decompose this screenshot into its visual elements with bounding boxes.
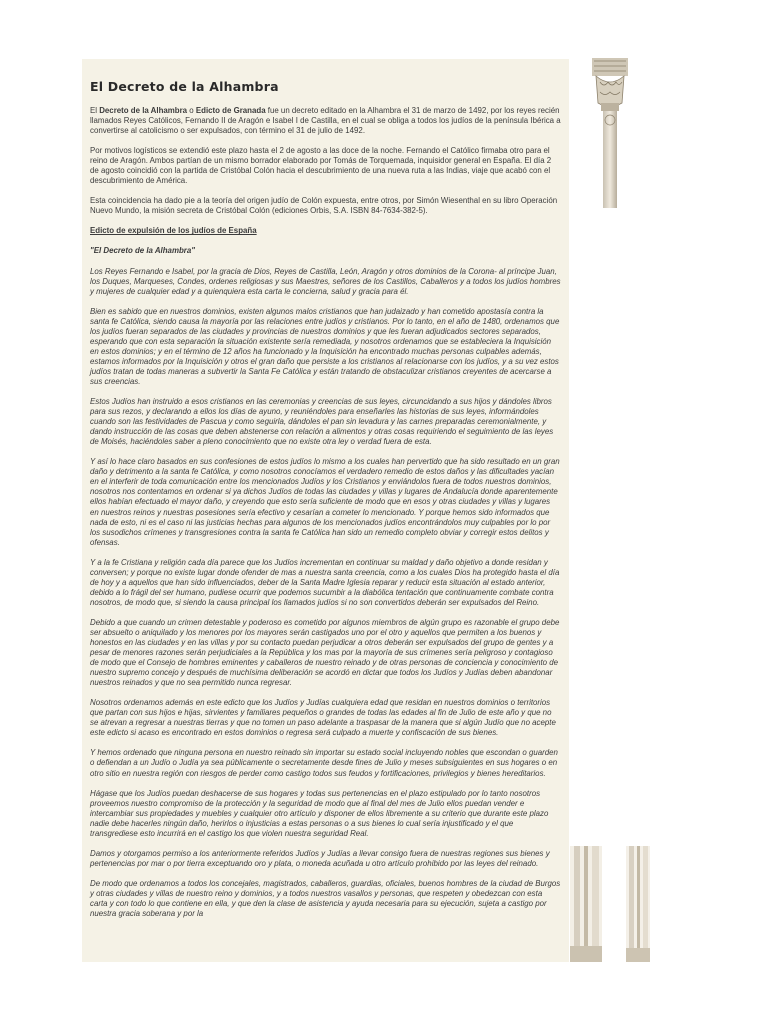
intro-text: El	[90, 106, 100, 115]
edict-title: "El Decreto de la Alhambra"	[90, 246, 195, 256]
column-capital-image	[592, 58, 628, 208]
column-left-image	[570, 846, 602, 962]
edict-paragraph: Bien es sabido que en nuestros dominios, existen algunos malos cristianos que han judaizado y han cometido apostasía contra la santa fe Católica, siendo causa la mayoría por las relaciones entre judíos y cristianos. Por lo tanto, en el año de 1480, ordenamos que los judíos fueran separados de las ciudades y provincias de nuestros dominios y que les fueran adjudicados sectores separados, esperando que con esta separación la situación existente sería remediada, y nosotros ordenamos que se estableciera la Inquisición en estos dominios; y en el término de 12 años ha funcionado y la Inquisición ha encontrado muchas personas culpables además, estamos informados por la Inquisición y otros el gran daño que persiste a los cristianos al relacionarse con los judíos, y a su vez estos judíos tratan de todas maneras a subvertir la Santa Fe Católica y están tratando de obstaculizar cristianos creyentes de acercarse a sus creencias.	[90, 306, 560, 386]
intro-text: fue un decreto editado en la Alhambra el 31 de marzo de 1492, por los reyes recién llamados Reyes Católicos, Fernando II de Aragón e Isabel I de Castilla, en el cual se obliga a todos los judíos de la península Ibérica a convertirse al catolicismo o ser expulsados, con término el 31 de julio de 1492.	[90, 106, 561, 136]
edict-paragraph: Estos Judíos han instruido a esos cristianos en las ceremonias y creencias de sus leyes, circuncidando a sus hijos y dándoles libros para sus rezos, y declarando a ellos los días de ayuno, y reuniéndoles para enseñarles las historias de sus leyes, informándoles cuando son las festividades de Pascua y como seguirla, dándoles el pan sin levadura y las carnes preparadas ceremonialmente, y dando instrucción de las cosas que deben abstenerse con relación a alimentos y otras cosas requiriendo el seguimiento de las leyes de Moisés, haciéndoles saber a pleno conocimiento que no existe otra ley o verdad fuera de esta.	[90, 397, 554, 447]
page-title: El Decreto de la Alhambra	[90, 79, 279, 94]
edict-paragraph: De modo que ordenamos a todos los concejales, magistrados, caballeros, guardias, oficiales, buenos hombres de la ciudad de Burgos y otras ciudades y villas de nuestro reino y dominios, y a todos nuestros vasallos y personas, que respeten y obedezcan con esta carta y con todo lo que contiene en ella, y que den la clase de asistencia y ayuda necesaria para su ejecución, sujeta a castigo por nuestra gracia soberana y por la	[90, 878, 561, 919]
edict-paragraph: Nosotros ordenamos además en este edicto que los Judíos y Judías cualquiera edad que residan en nuestros dominios o territorios que partan con sus hijos e hijas, sirvientes y familiares pequeños o grandes de todas las edades al fin de Julio de este año y que no se atrevan a regresar a nuestras tierras y que no tomen un paso adelante a traspasar de la manera que si algún Judío que no acepte este edicto si acaso es encontrado en estos dominios o regresa será culpado a muerte y confiscación de sus bienes.	[90, 698, 556, 738]
edict-paragraph: Y a la fe Cristiana y religión cada día parece que los Judíos incrementan en continuar su maldad y daño objetivo a donde residan y conversen; y porque no existe lugar donde ofender de mas a nuestra santa creencia, como a los cuales Dios ha protegido hasta el día de hoy y a aquellos que han sido influenciados, deber de la Santa Madre Iglesia reparar y reducir esta situación al estado anterior, debido a lo frágil del ser humano, pudiese ocurrir que podemos sucumbir a la diabólica tentación que continuamente combate contra nosotros, de modo que, si siendo la causa principal los llamados judíos si no son convertidos deberán ser expulsados del Reino.	[90, 557, 560, 607]
edict-paragraph: Y así lo hace claro basados en sus confesiones de estos judíos lo mismo a los cuales han pervertido que ha sido resultado en un gran daño y detrimento a la santa fe Católica, y como nosotros conocíamos el verdadero remedio de estos daños y las dificultades yacían en el interferir de toda comunicación entre los mencionados Judíos y los Cristianos y enviándolos fuera de todos nuestros dominios, nosotros nos contentamos en ordenar si ya dichos Judíos de todas las ciudades y villas y lugares de Andalucía donde aparentemente ellos habían efectuado el mayor daño, y creyendo que esto sería suficiente de modo que en esos y otras ciudades y villas y lugares en nuestros reinos y nuestras posesiones sería efectivo y cesarían a cometer lo mencionado. Y porque hemos sido informados que nada de esto, ni es el caso ni las justicias hechas para algunos de los mencionados judíos encontrándolos muy culpables por lo por los susodichos crímenes y transgresiones contra la santa fe Católica han sido un remedio completo obviar y corregir estos delitos y ofensas.	[90, 457, 560, 547]
paragraph: Por motivos logísticos se extendió este plazo hasta el 2 de agosto a las doce de la noche. Fernando el Católico firmaba otro para el reino de Aragón. Ambos partían de un mismo borrador elaborado por Tomás de Torquemada, inquisidor general en España. El día 2 de agosto coincidió con la partida de Cristóbal Colón hacia el descubrimiento de una nueva ruta a las Indias, viaje que acabó con el descubrimiento de América.	[90, 146, 552, 186]
document-page	[82, 59, 569, 962]
edict-paragraph: Hágase que los Judíos puedan deshacerse de sus hogares y todas sus pertenencias en el plazo estipulado por lo tanto nosotros proveemos nuestro compromiso de la protección y la seguridad de modo que al final del mes de Julio ellos puedan vender e intercambiar sus propiedades y muebles y cualquier otro artículo y disponer de ellos libremente a su criterio que durante este plazo nadie debe hacerles ningún daño, herirlos o injusticias a estas personas o a sus bienes lo cual sería injustificado y el que transgrediese esto incurrirá en el castigo los que violen nuestra seguridad Real.	[90, 788, 549, 838]
intro-text: o	[187, 106, 196, 115]
edict-paragraph: Y hemos ordenado que ninguna persona en nuestro reinado sin importar su estado social incluyendo nobles que escondan o guarden o defiendan a un Judío o Judía ya sea públicamente o secretamente desde fines de Julio y meses subsiguientes en sus hogares o en otro sitio en nuestra región con riesgos de perder como castigo todos sus feudos y fortificaciones, privilegios y bienes hereditarios.	[90, 748, 558, 778]
paragraph: Esta coincidencia ha dado pie a la teoría del origen judío de Colón expuesta, entre otros, por Simón Wiesenthal en su libro Operación Nuevo Mundo, la misión secreta de Cristóbal Colón (ediciones Orbis, S.A. ISBN 84-7634-382-5).	[90, 196, 558, 216]
intro-bold-term: Decreto de la Alhambra	[99, 106, 188, 115]
intro-bold-term: Edicto de Granada	[195, 106, 266, 115]
edict-paragraph: Debido a que cuando un crimen detestable y poderoso es cometido por algunos miembros de algún grupo es razonable el grupo debe ser absuelto o aniquilado y los menores por los mayores serán castigados uno por el otro y aquellos que permiten a los buenos y honestos en las ciudades y en las villas y por su contacto puedan perjudicar a otros deberán ser expulsados del grupo de gentes y a pesar de menores razones serán perjudiciales a la República y los mas por la mayoría de sus crímenes sería peligroso y contagioso de modo que el Consejo de hombres eminentes y caballeros de nuestro reinado y de otras personas de conciencia y conocimiento de nuestro supremo concejo y después de muchísima deliberación se acordó en dictar que todos los Judíos y Judías deben abandonar nuestros reinados y que no sea permitido nunca regresar.	[90, 617, 560, 688]
edict-paragraph: Damos y otorgamos permiso a los anteriormente referidos Judíos y Judías a llevar consigo fuera de nuestras regiones sus bienes y pertenencias por mar o por tierra exceptuando oro y plata, o moneda acuñada u otro artículo prohibido por las leyes del reinado.	[90, 848, 550, 868]
section-heading	[90, 226, 561, 236]
edict-paragraph: Los Reyes Fernando e Isabel, por la gracia de Dios, Reyes de Castilla, León, Aragón y otros dominios de la Corona- al príncipe Juan, los Duques, Marqueses, Condes, ordenes religiosas y sus Maestres, señores de los Castillos, Caballeros y a todos los judíos hombres y mujeres de cualquier edad y a quienquiera esta carta le concierna, salud y gracia para él.	[90, 266, 561, 296]
column-right-image	[626, 846, 650, 962]
intro-paragraph	[90, 106, 561, 136]
section-heading-text: Edicto de expulsión de los judíos de España	[90, 226, 257, 236]
